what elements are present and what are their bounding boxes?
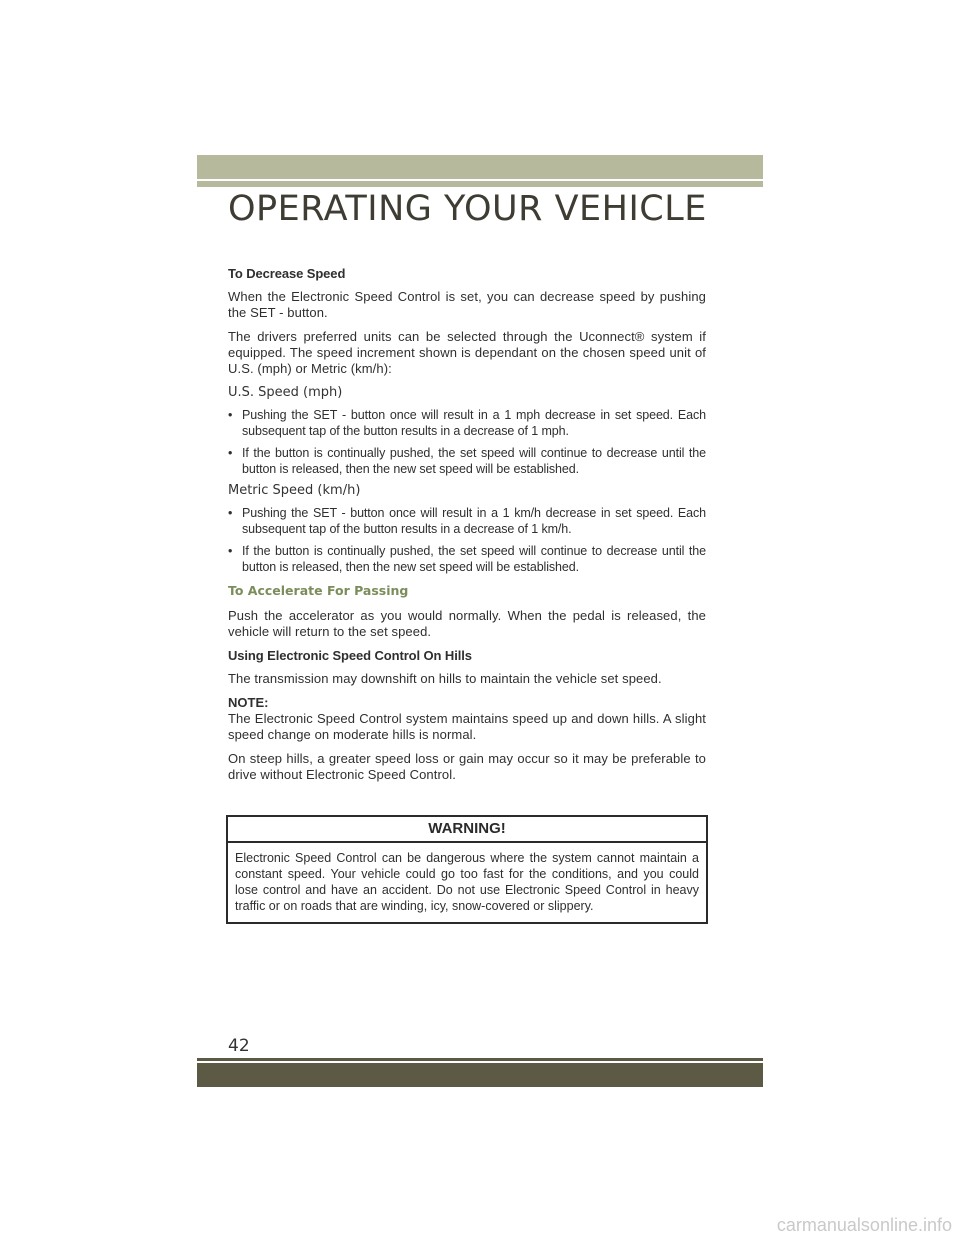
warning-box (226, 815, 708, 924)
footer-rule (197, 1058, 763, 1061)
paragraph-hills: The transmission may downshift on hills to maintain the vehicle set speed. (228, 671, 662, 686)
bullet-icon: • (228, 446, 233, 460)
paragraph-units: The drivers preferred units can be selected through the Uconnect® system if equipped. The speed increment shown is dependant on the chosen speed unit of U.S. (mph) or Metric (km/h): (228, 329, 706, 376)
watermark: carmanualsonline.info (776, 1215, 952, 1235)
bullet-icon: • (228, 544, 233, 558)
list-item: • Pushing the SET - button once will result in a 1 mph decrease in set speed. Each subsequent tap of the button results in a decrease of 1 mph. (228, 408, 706, 438)
heading-metric-speed: Metric Speed (km/h) (228, 483, 361, 498)
heading-accelerate-passing: To Accelerate For Passing (228, 583, 409, 598)
page-content (228, 266, 706, 791)
list-item: • Pushing the SET - button once will result in a 1 km/h decrease in set speed. Each subsequent tap of the button results in a decrease of 1 km/h. (228, 506, 706, 536)
bullet-icon: • (228, 408, 233, 422)
warning-title: WARNING! (228, 817, 706, 843)
heading-decrease-speed: To Decrease Speed (228, 266, 346, 281)
paragraph-decrease: When the Electronic Speed Control is set, you can decrease speed by pushing the SET - button. (228, 289, 706, 320)
paragraph-steep-hills: On steep hills, a greater speed loss or gain may occur so it may be preferable to drive without Electronic Speed Control. (228, 751, 706, 782)
heading-hills: Using Electronic Speed Control On Hills (228, 648, 472, 663)
note-label: NOTE: (228, 695, 269, 710)
list-item: • If the button is continually pushed, the set speed will continue to decrease until the button is released, then the new set speed will be established. (228, 446, 706, 476)
header-rule (197, 181, 763, 187)
header-bar (197, 155, 763, 179)
note-text: The Electronic Speed Control system maintains speed up and down hills. A slight speed change on moderate hills is normal. (228, 711, 706, 742)
bullet-icon: • (228, 506, 233, 520)
footer-bar (197, 1063, 763, 1087)
section-title: OPERATING YOUR VEHICLE (228, 189, 707, 229)
paragraph-accelerate: Push the accelerator as you would normally. When the pedal is released, the vehicle will return to the set speed. (228, 608, 706, 639)
heading-us-speed: U.S. Speed (mph) (228, 385, 343, 400)
metric-speed-list (228, 505, 706, 575)
us-speed-list (228, 407, 706, 477)
warning-text: Electronic Speed Control can be dangerous where the system cannot maintain a constant speed. Your vehicle could go too fast for the conditions, and you could lose control and have an accident. Do not use Electronic Speed Control in heavy traffic or on roads that are winding, icy, snow-covered or slippery. (235, 851, 699, 913)
page-number: 42 (228, 1036, 250, 1056)
list-item: • If the button is continually pushed, the set speed will continue to decrease until the button is released, then the new set speed will be established. (228, 544, 706, 574)
